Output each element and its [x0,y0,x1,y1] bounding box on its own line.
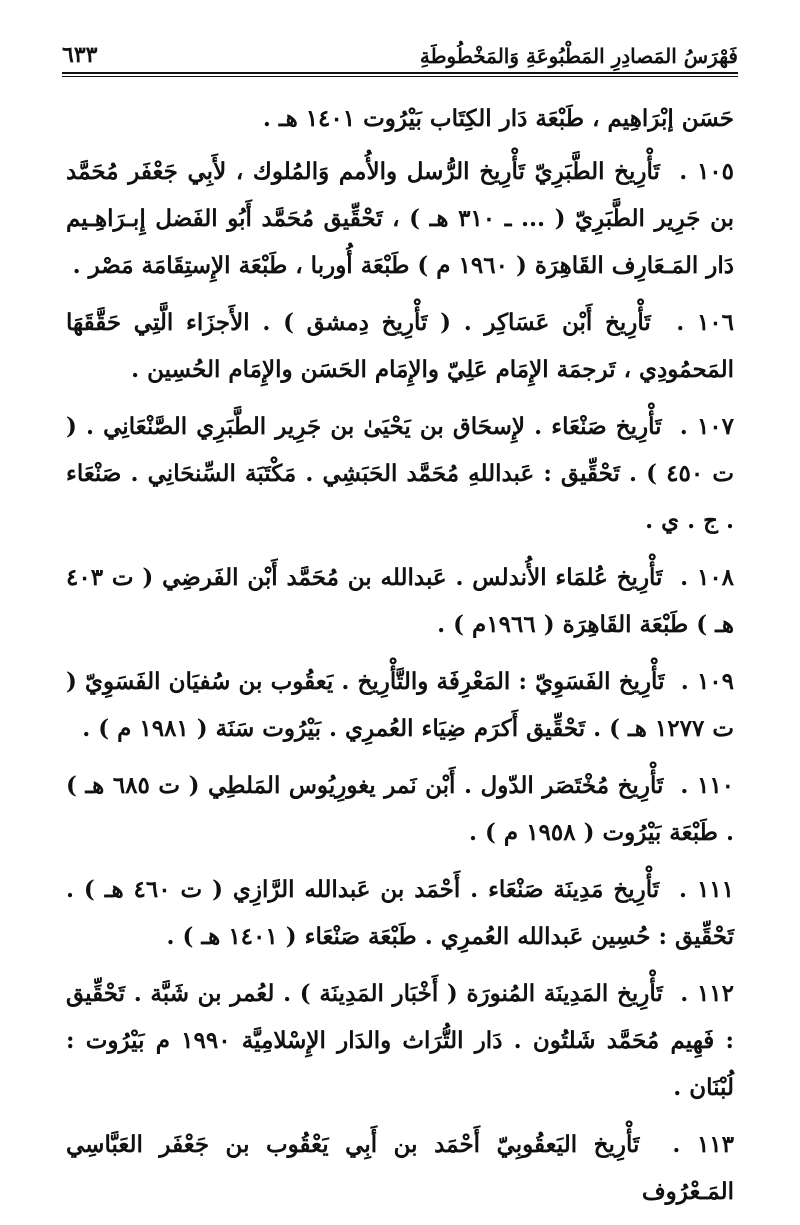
page-header [62,30,738,70]
bibliography-entry-105 [66,148,734,289]
bibliography-entry-113 [66,1121,734,1215]
page-number: ٦٣٣ [62,42,98,68]
entry-text: تَأْرِيخ أَبْن عَسَاكِر . ( تَأْرِيخ دِمشق ) . الأَجزَاء الَّتِي حَقَّقَهَا المَحمُودِي ، تَرجمَة الإِمَام عَلِيّ والإِمَام الحَسَن والإِمَام الحُسِين . [66,309,734,383]
entry-number: ١٠٨ . [680,564,735,591]
entry-text: تَأْرِيخ الطَّبَرِيّ تَأْرِيخ الرُّسل والأُمم وَالمُلوك ، لأَبِي جَعْفَر مُحَمَّد بن جَرِير الطَّبَرِيّ ( ... ـ ٣١٠ هـ ) ، تَحْقِّيق مُحَمَّد أَبُو الفَضل إِبـرَاهِـيم دَار المَـعَارِف القَاهِرَة ( ١٩٦٠ م ) طَبْعَة أُوربا ، طَبْعَة الإِستِقَامَة مَصْر . [66,158,734,279]
bibliography-list [66,95,734,1225]
entry-text: تَأْرِيخ الفَسَوِيّ : المَعْرِفَة والتَّأْرِيخ . يَعقُوب بن سُفيَان الفَسَوِيّ ( ت ١٢٧٧ هـ ) . تَحْقِّيق أَكرَم ضِيَاء العُمرِي . بَيْرُوت سَنَة ( ١٩٨١ م ) . [66,668,734,742]
entry-text: حَسَن إبْرَاهِيم ، طَبْعَة دَار الكِتَاب بَيْرُوت ١٤٠١ هـ . [262,105,734,132]
bibliography-entry-106 [66,299,734,393]
bibliography-entry-107 [66,403,734,544]
entry-text: تَأْرِيخ مُخْتَصَر الدّول . أَبْن نَمر يغورِيُوس المَلطِي ( ت ٦٨٥ هـ ) . طَبْعَة بَيْرُوت ( ١٩٥٨ م ) . [66,772,734,846]
bibliography-entry-110 [66,762,734,856]
entry-number: ١١٣ . [672,1131,735,1158]
bibliography-entry-111 [66,866,734,960]
entry-text: تَأْرِيخ المَدِينَة المُنورَة ( أَخْبَار المَدِينَة ) . لعُمر بن شَبَّة . تَحْقِّيق : فَهِيم مُحَمَّد شَلتُون . دَار التُّرَاث والدَار الإِسْلامِيَّة ١٩٩٠ م بَيْرُوت : لُبْنَان . [66,980,734,1101]
entry-number: ١٠٩ . [680,668,735,695]
entry-number: ١١١ . [679,876,735,903]
entry-number: ١٠٧ . [679,413,734,440]
bibliography-entry-109 [66,658,734,752]
entry-text: تَأْرِيخ صَنْعَاء . لإِسحَاق بن يَحْيَىٰ بن جَرِير الطَّبَرِي الصَّنْعَانِي . ( ت ٤٥٠ ) . تَحْقِّيق : عَبداللهِ مُحَمَّد الحَبَشِي . مَكْتَبَة السِّنحَانِي . صَنْعَاء . ج . ي . [66,413,734,534]
header-rule-thin [62,76,738,77]
bibliography-entry-continuation [66,95,734,142]
entry-number: ١١٢ . [680,980,735,1007]
header-rule [62,72,738,74]
entry-text: تَأْرِيخ مَدِينَة صَنْعَاء . أَحْمَد بن عَبدالله الرَّازِي ( ت ٤٦٠ هـ ) . تَحْقِّيق : حُسِين عَبدالله العُمرِي . طَبْعَة صَنْعَاء ( ١٤٠١ هـ ) . [66,876,734,950]
entry-text: تَأْرِيخ اليَعقُوبِيّ أَحْمَد بن أَبِي يَعْقُوب بن جَعْفَر العَبَّاسِي المَـعْرُوف [66,1131,734,1205]
bibliography-entry-108 [66,554,734,648]
entry-number: ١٠٦ . [676,309,734,336]
entry-text: تَأْرِيخ عُلمَاء الأُندلس . عَبدالله بن مُحَمَّد أَبْن الفَرضِي ( ت ٤٠٣ هـ ) طَبْعَة القَاهِرَة ( ١٩٦٦م ) . [66,564,734,638]
entry-number: ١١٠ . [680,772,735,799]
entry-number: ١٠٥ . [679,158,734,185]
running-title: فَهْرَسُ المَصادِرِ المَطْبُوعَةِ وَالمَخْطُوطَةِ [419,44,738,68]
bibliography-entry-112 [66,970,734,1111]
